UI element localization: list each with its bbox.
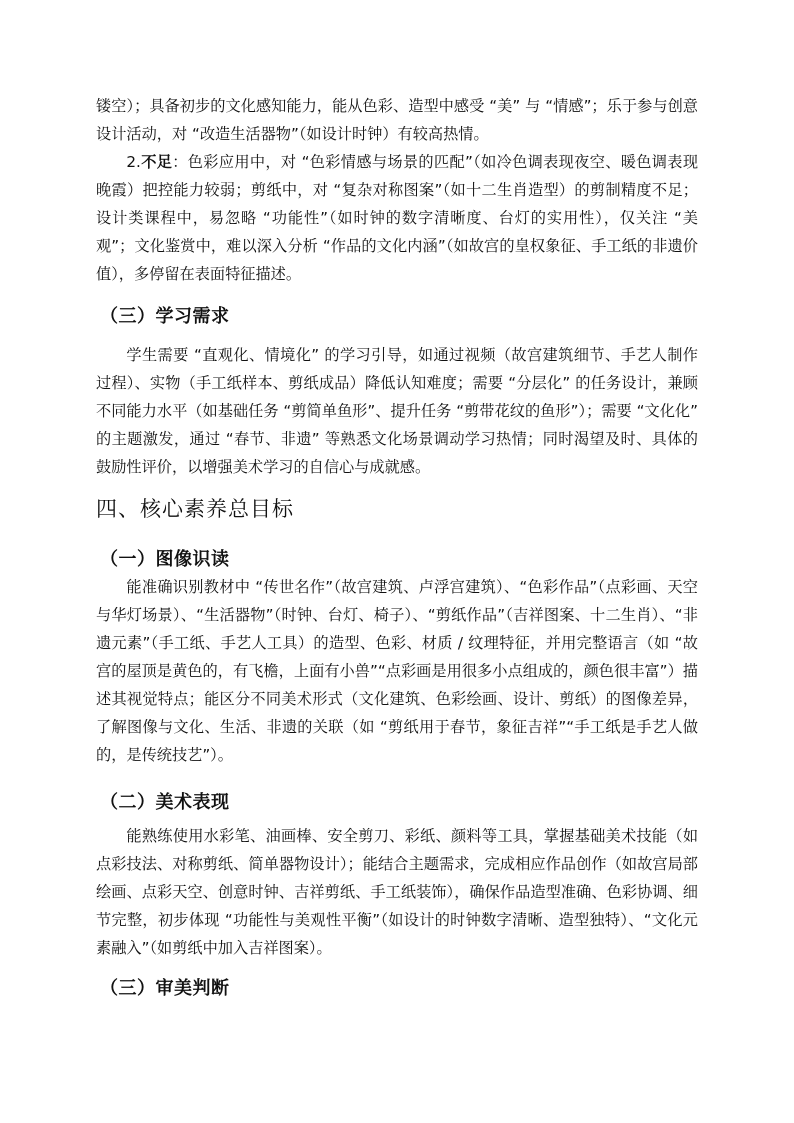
art-expression-paragraph: 能熟练使用水彩笔、油画棒、安全剪刀、彩纸、颜料等工具，掌握基础美术技能（如点彩技法、对称剪纸、简单器物设计）；能结合主题需求，完成相应作品创作（如故宫局部绘画、点彩天空、创意时钟、吉祥剪纸、手工纸装饰），确保作品造型准确、色彩协调、细节完整，初步体现 “功能性与美观性平衡”（如设计的时钟数字清晰、造型独特）、“文化元素融入”（如剪纸中加入吉祥图案）。 [96,827,698,957]
image-reading-heading: （一）图像识读 [100,549,230,570]
image-reading-paragraph: 能准确识别教材中 “传世名作”（故宫建筑、卢浮宫建筑）、“色彩作品”（点彩画、天空与华灯场景）、“生活器物”（时钟、台灯、椅子）、“剪纸作品”（吉祥图案、十二生肖）、“非遗元素”（手工纸、手艺人工具）的造型、色彩、材质 / 纹理特征，并用完整语言（如 “故宫的屋顶是黄色的，有飞檐，上面有小兽”“点彩画是用很多小点组成的，颜色很丰富”）描述其视觉特点；能区分不同美术形式（文化建筑、色彩绘画、设计、剪纸）的图像差异，了解图像与文化、生活、非遗的关联（如 “剪纸用于春节，象征吉祥”“手工纸是手艺人做的，是传统技艺”）。 [96,578,698,764]
section-four-heading: 四、核心素养总目标 [96,497,294,521]
deficiency-number: 2. [126,153,141,171]
deficiency-text: ：色彩应用中，对 “色彩情感与场景的匹配”（如冷色调表现夜空、暖色调表现晚霞）把控能力较弱；剪纸中，对 “复杂对称图案”（如十二生肖造型）的剪制精度不足；设计类课程中，易忽略 “功能性”（如时钟的数字清晰度、台灯的实用性），仅关注 “美观”；文化鉴赏中，难以深入分析 “作品的文化内涵”（如故宫的皇权象征、手工纸的非遗价值），多停留在表面特征描述。 [96,153,699,283]
deficiency-paragraph [96,148,698,288]
learning-needs-heading: （三）学习需求 [100,306,230,327]
art-expression-heading: （二）美术表现 [100,792,230,813]
deficiency-label: 不足 [140,153,173,171]
learning-needs-paragraph: 学生需要 “直观化、情境化” 的学习引导，如通过视频（故宫建筑细节、手艺人制作过程）、实物（手工纸样本、剪纸成品）降低认知难度；需要 “分层化” 的任务设计，兼顾不同能力水平（如基础任务 “剪简单鱼形”、提升任务 “剪带花纹的鱼形”）；需要 “文化化” 的主题激发，通过 “春节、非遗” 等熟悉文化场景调动学习热情；同时渴望及时、具体的鼓励性评价，以增强美术学习的自信心与成就感。 [96,346,698,476]
aesthetic-judgment-heading: （三）审美判断 [100,978,230,999]
carryover-paragraph: 镂空）；具备初步的文化感知能力，能从色彩、造型中感受 “美” 与 “情感”；乐于参与创意设计活动，对 “改造生活器物”（如设计时钟）有较高热情。 [96,97,698,143]
